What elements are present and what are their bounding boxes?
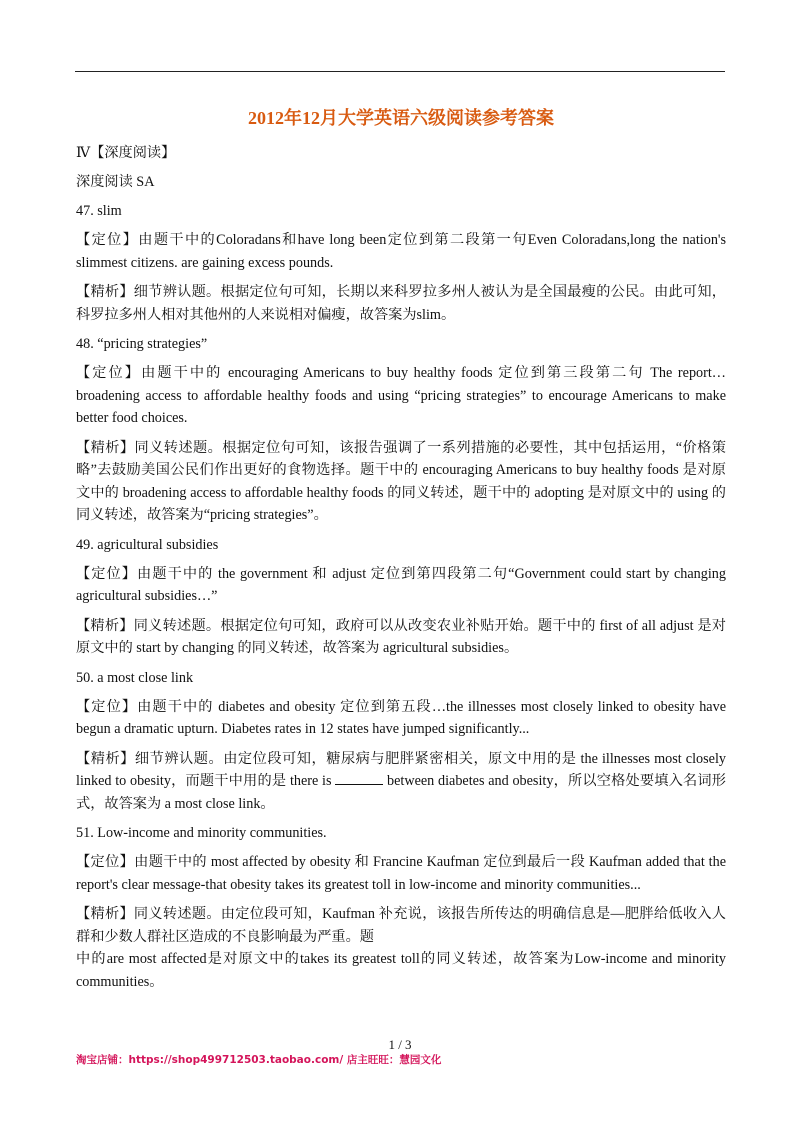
document-body: [76, 104, 726, 1000]
q49-answer: 49. agricultural subsidies: [76, 536, 219, 553]
q48-locate: 【定位】由题干中的 encouraging Americans to buy healthy foods 定位到第三段第二句 The report… broadening access to affordable healthy foods and using “pricing strategies” to encourage Americans to make better food choices.: [76, 365, 726, 426]
q50-answer: 50. a most close link: [76, 669, 194, 686]
page-title: 2012年12月大学英语六级阅读参考答案: [248, 108, 554, 128]
q47-answer: 47. slim: [76, 203, 122, 219]
fill-in-blank: [335, 772, 383, 785]
q48-answer: 48. “pricing strategies”: [76, 336, 208, 352]
q50-locate: 【定位】由题干中的 diabetes and obesity 定位到第五段…the illnesses most closely linked to obesity have begun a dramatic upturn. Diabetes rates in 12 states have jumped significantly...: [76, 698, 726, 737]
q50-analysis: [76, 748, 726, 816]
subsection-heading: 深度阅读 SA: [76, 174, 155, 190]
q51-analysis: [76, 903, 726, 993]
q51-locate: 【定位】由题干中的 most affected by obesity 和 Francine Kaufman 定位到最后一段 Kaufman added that the report's clear message-that obesity takes its greatest toll in low-income and minority communities...: [76, 854, 726, 893]
q51-analysis-line2: 中的are most affected是对原文中的takes its greatest toll的同义转述，故答案为Low-income and minority communities。: [76, 951, 726, 990]
page-number: 1 / 3: [388, 1037, 412, 1052]
q51-answer: 51. Low-income and minority communities.: [76, 825, 327, 841]
q51-analysis-line1: 【精析】同义转述题。由定位段可知，Kaufman 补充说，该报告所传达的明确信息是—肥胖给低收入人群和少数人群社区造成的不良影响最为严重。题: [76, 906, 726, 945]
q47-locate: 【定位】由题干中的Coloradans和have long been定位到第二段第一句Even Coloradans,long the nation's slimmest citizens. are gaining excess pounds.: [76, 232, 726, 271]
q50-analysis-part2: between diabetes and obesity，所以空格处要填入名词形式，故答案为 a most close link。: [76, 773, 726, 812]
header-rule: [75, 71, 725, 72]
q49-locate: 【定位】由题干中的 the government 和 adjust 定位到第四段第二句“Government could start by changing agricultural subsidies…”: [76, 565, 726, 604]
shop-footer: 淘宝店铺：https://shop499712503.taobao.com/ 店主旺旺：慧园文化: [76, 1054, 442, 1066]
section-heading: Ⅳ【深度阅读】: [76, 145, 176, 161]
q48-analysis: 【精析】同义转述题。根据定位句可知，该报告强调了一系列措施的必要性，其中包括运用，“价格策略”去鼓励美国公民们作出更好的食物选择。题干中的 encouraging Americans to buy healthy foods 是对原文中的 broadening access to affordable healthy foods 的同义转述，题干中的 adopting 是对原文中的 using 的同义转述，故答案为“pricing strategies”。: [76, 439, 726, 523]
q50-analysis-part1: 【精析】细节辨认题。由定位段可知，糖尿病与肥胖紧密相关，原文中用的是 the illnesses most closely linked to obesity，而题干中用的是 there is: [76, 750, 726, 789]
q47-analysis: 【精析】细节辨认题。根据定位句可知，长期以来科罗拉多州人被认为是全国最瘦的公民。由此可知，科罗拉多州人相对其他州的人来说相对偏瘦，故答案为slim。: [76, 284, 726, 323]
q49-analysis: 【精析】同义转述题。根据定位句可知，政府可以从改变农业补贴开始。题干中的 first of all adjust 是对原文中的 start by changing 的同义转述，故答案为 agricultural subsidies。: [76, 617, 726, 656]
